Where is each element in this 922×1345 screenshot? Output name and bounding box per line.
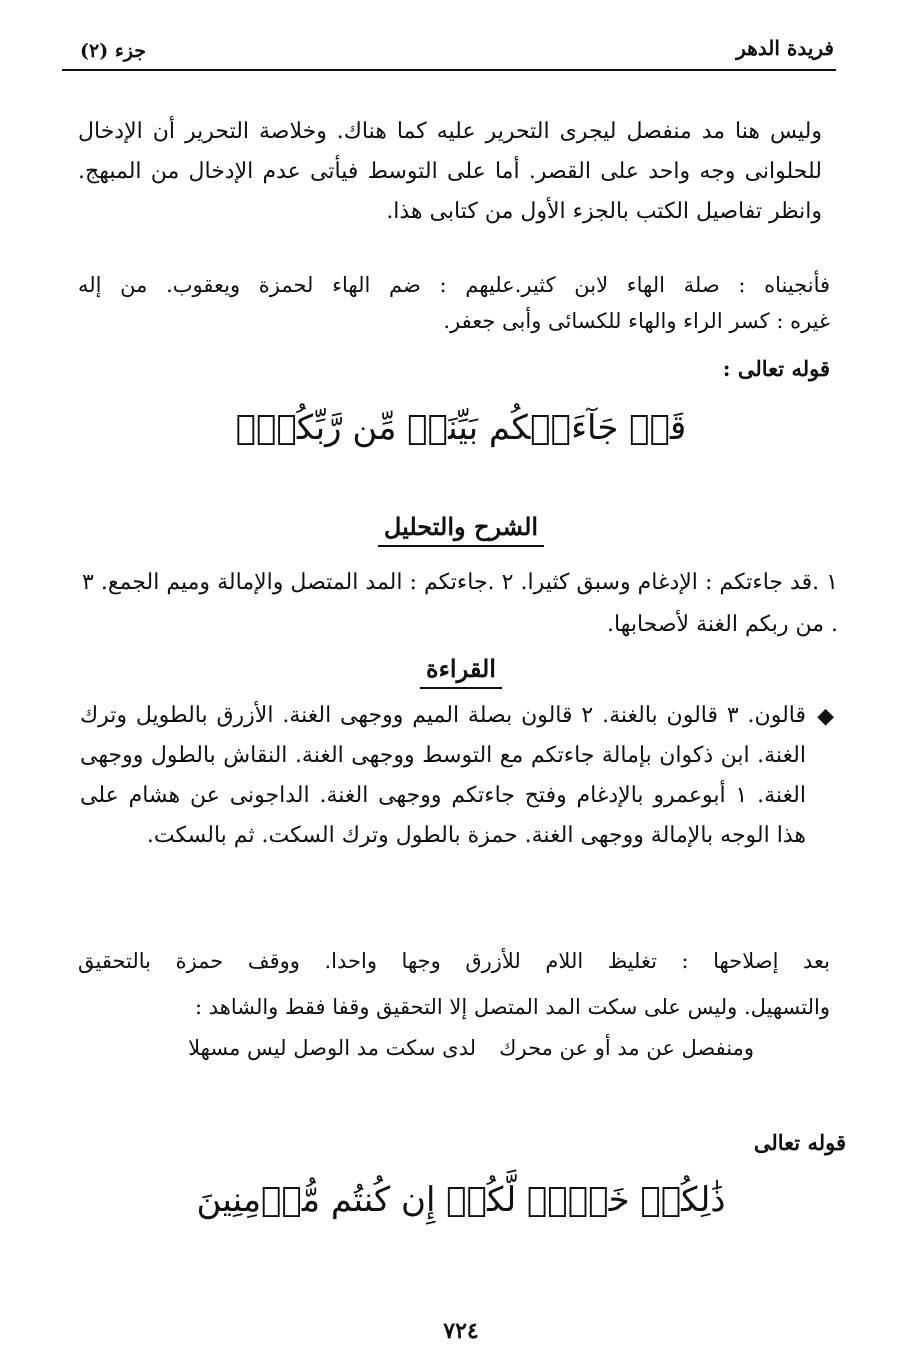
quran-verse: ذَٰلِكُمۡ خَيۡرٞ لَّكُمۡ إِن كُنتُم مُّؤۡمِنِينَ — [196, 1180, 726, 1220]
note-line: فأنجيناه : صلة الهاء لابن كثير.عليهم : ضم الهاء لحمزة ويعقوب. من إله — [78, 273, 830, 297]
readings-text: قالون. ٣ قالون بالغنة. ٢ قالون بصلة الميم ووجهى الغنة. الأزرق بالطويل وترك الغنة. ابن ذكوان بإمالة جاءتكم مع التوسط ووجهى الغنة. النقاش بالطول ووجهى الغنة. ١ أبوعمرو بالإدغام وفتح جاءتكم ووجهى الغنة. الداجونى عن هشام على هذا الوجه بالإمالة ووجهى الغنة. حمزة بالطول وترك السكت. ثم بالسكت. — [80, 703, 806, 848]
section-heading-text: القراءة — [420, 654, 502, 689]
section-heading — [0, 654, 922, 683]
section-heading-text: الشرح والتحليل — [378, 512, 544, 547]
intro-paragraph: وليس هنا مد منفصل ليجرى التحرير عليه كما هناك. وخلاصة التحرير أن الإدخال للحلوانى وجه واحد على القصر. أما على التوسط فيأتى عدم الإدخال من المبهج. وانظر تفاصيل الكتب بالجزء الأول من كتابى هذا. — [78, 119, 822, 224]
note-line: غيره : كسر الراء والهاء للكسائى وأبى جعفر. — [443, 309, 830, 333]
bullet-icon: ◆ — [817, 704, 834, 729]
page-number: ٧٢٤ — [443, 1318, 479, 1344]
post-readings-line: والتسهيل. وليس على سكت المد المتصل إلا التحقيق وقفا فقط والشاهد : — [194, 995, 830, 1019]
header-divider — [62, 69, 836, 71]
verse-intro: قوله تعالى — [753, 1130, 846, 1155]
post-readings-line: بعد إصلاحها : تغليظ اللام للأزرق وجها واحدا. ووقف حمزة بالتحقيق — [78, 949, 830, 973]
poem-hemistich-left: لدى سكت مد الوصل ليس مسهلا — [188, 1036, 476, 1060]
quran-verse: قَدۡ جَآءَتۡكُم بَيِّنَةٞ مِّن رَّبِّكُمۡۖ — [235, 408, 687, 448]
poem-hemistich-right: ومنفصل عن مد أو عن محرك — [499, 1036, 754, 1060]
verse-intro: قوله تعالى : — [722, 356, 830, 381]
section-heading — [0, 512, 922, 541]
part-label: جزء (٢) — [80, 40, 146, 62]
analysis-text: ١ .قد جاءتكم : الإدغام وسبق كثيرا. ٢ .جاءتكم : المد المتصل والإمالة وميم الجمع. ٣ . من ربكم الغنة لأصحابها. — [82, 570, 838, 637]
book-title: فريدة الدهر — [736, 36, 834, 60]
